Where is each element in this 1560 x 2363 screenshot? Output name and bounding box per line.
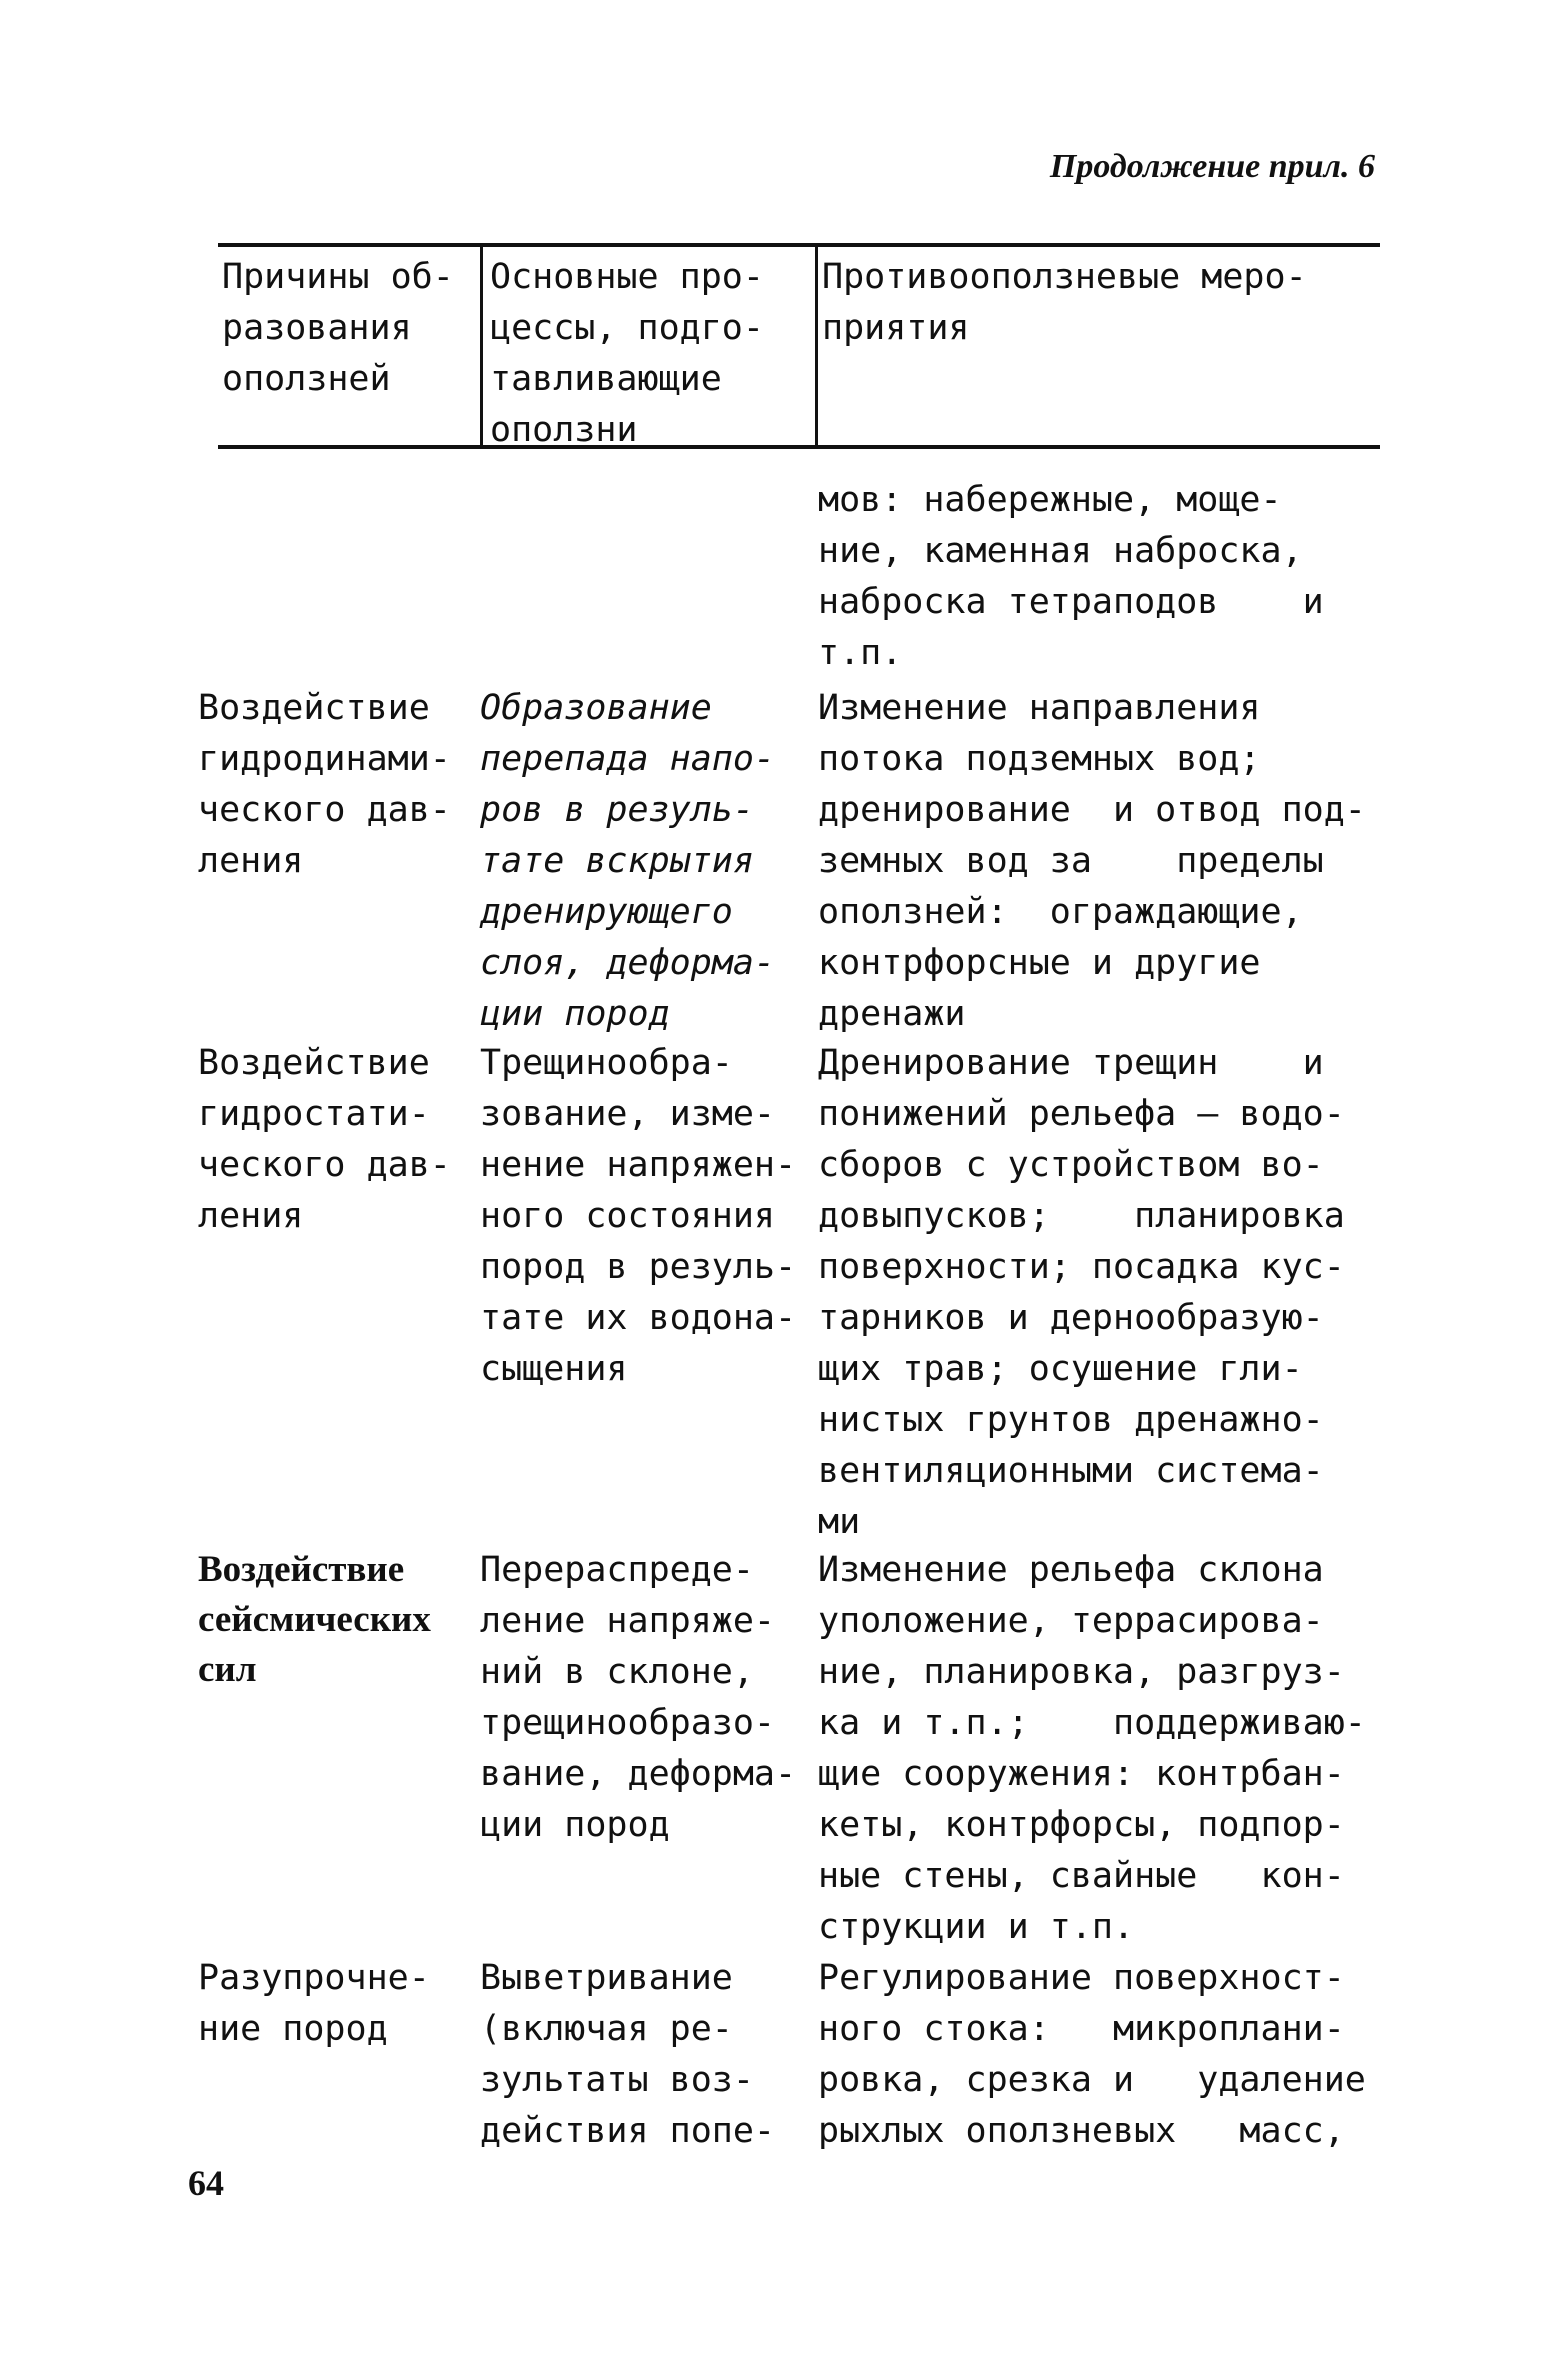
running-head: Продолжение прил. 6	[1049, 148, 1375, 185]
row-measures: Дренирование трещин и понижений рельефа – водо- сборов с устройством во- довыпусков; планировка поверхности; посадка кус- тарников и дернообразую- щих трав; осушение гли- нистых грунтов дренажно- вентиляционными система- ми	[818, 1043, 1345, 1542]
row-cause-text: Воздействие гидродинами- ческого дав- ления	[198, 688, 451, 881]
header-processes: Основные про- цессы, подго- тавливающие оползни	[490, 257, 764, 450]
row-process: Выветривание (включая ре- зультаты воз- действия попе-	[480, 1958, 776, 2151]
table-top-rule	[218, 243, 1380, 247]
row-process: Перераспреде- ление напряже- ний в склоне, трещинообразо- вание, деформа- ции пород	[480, 1550, 797, 1845]
row-measures: Изменение рельефа склона уположение, террасирова- ние, планировка, разгруз- ка и т.п.; поддерживаю- щие сооружения: контрбан- кеты, контрфорсы, подпор- ные стены, свайные кон- струкции и т.п.	[818, 1550, 1366, 1947]
page-number: 64	[188, 2163, 224, 2203]
continuation-cell: мов: набережные, моще- ние, каменная наброска, наброска тетраподов и т.п.	[818, 480, 1324, 673]
row-process: Трещинообра- зование, изме- нение напряжен- ного состояния пород в резуль- тате их водона- сыщения	[480, 1043, 797, 1389]
row-cause: Воздействие сейсмических сил	[198, 1549, 431, 1690]
row-process: Образование перепада напо- ров в резуль- тате вскрытия дренирующего слоя, деформа- ции пород	[480, 688, 776, 1034]
row-cause: Разупрочне- ние пород	[198, 1958, 430, 2049]
row-cause	[198, 683, 451, 887]
row-cause: Воздействие гидростати- ческого дав- ления	[198, 1043, 451, 1236]
row-measures: Регулирование поверхност- ного стока: микроплани- ровка, срезка и удаление рыхлых оползневых масс,	[818, 1958, 1366, 2151]
header-column-divider	[815, 243, 818, 449]
table-header-rule	[218, 445, 1380, 449]
row-measures: Изменение направления потока подземных вод; дренирование и отвод под- земных вод за пределы оползней: ограждающие, контрфорсные и другие дренажи	[818, 688, 1366, 1034]
header-column-divider	[480, 243, 483, 449]
header-causes: Причины об- разования оползней	[222, 257, 454, 399]
header-measures: Противооползневые меро- приятия	[822, 257, 1307, 348]
